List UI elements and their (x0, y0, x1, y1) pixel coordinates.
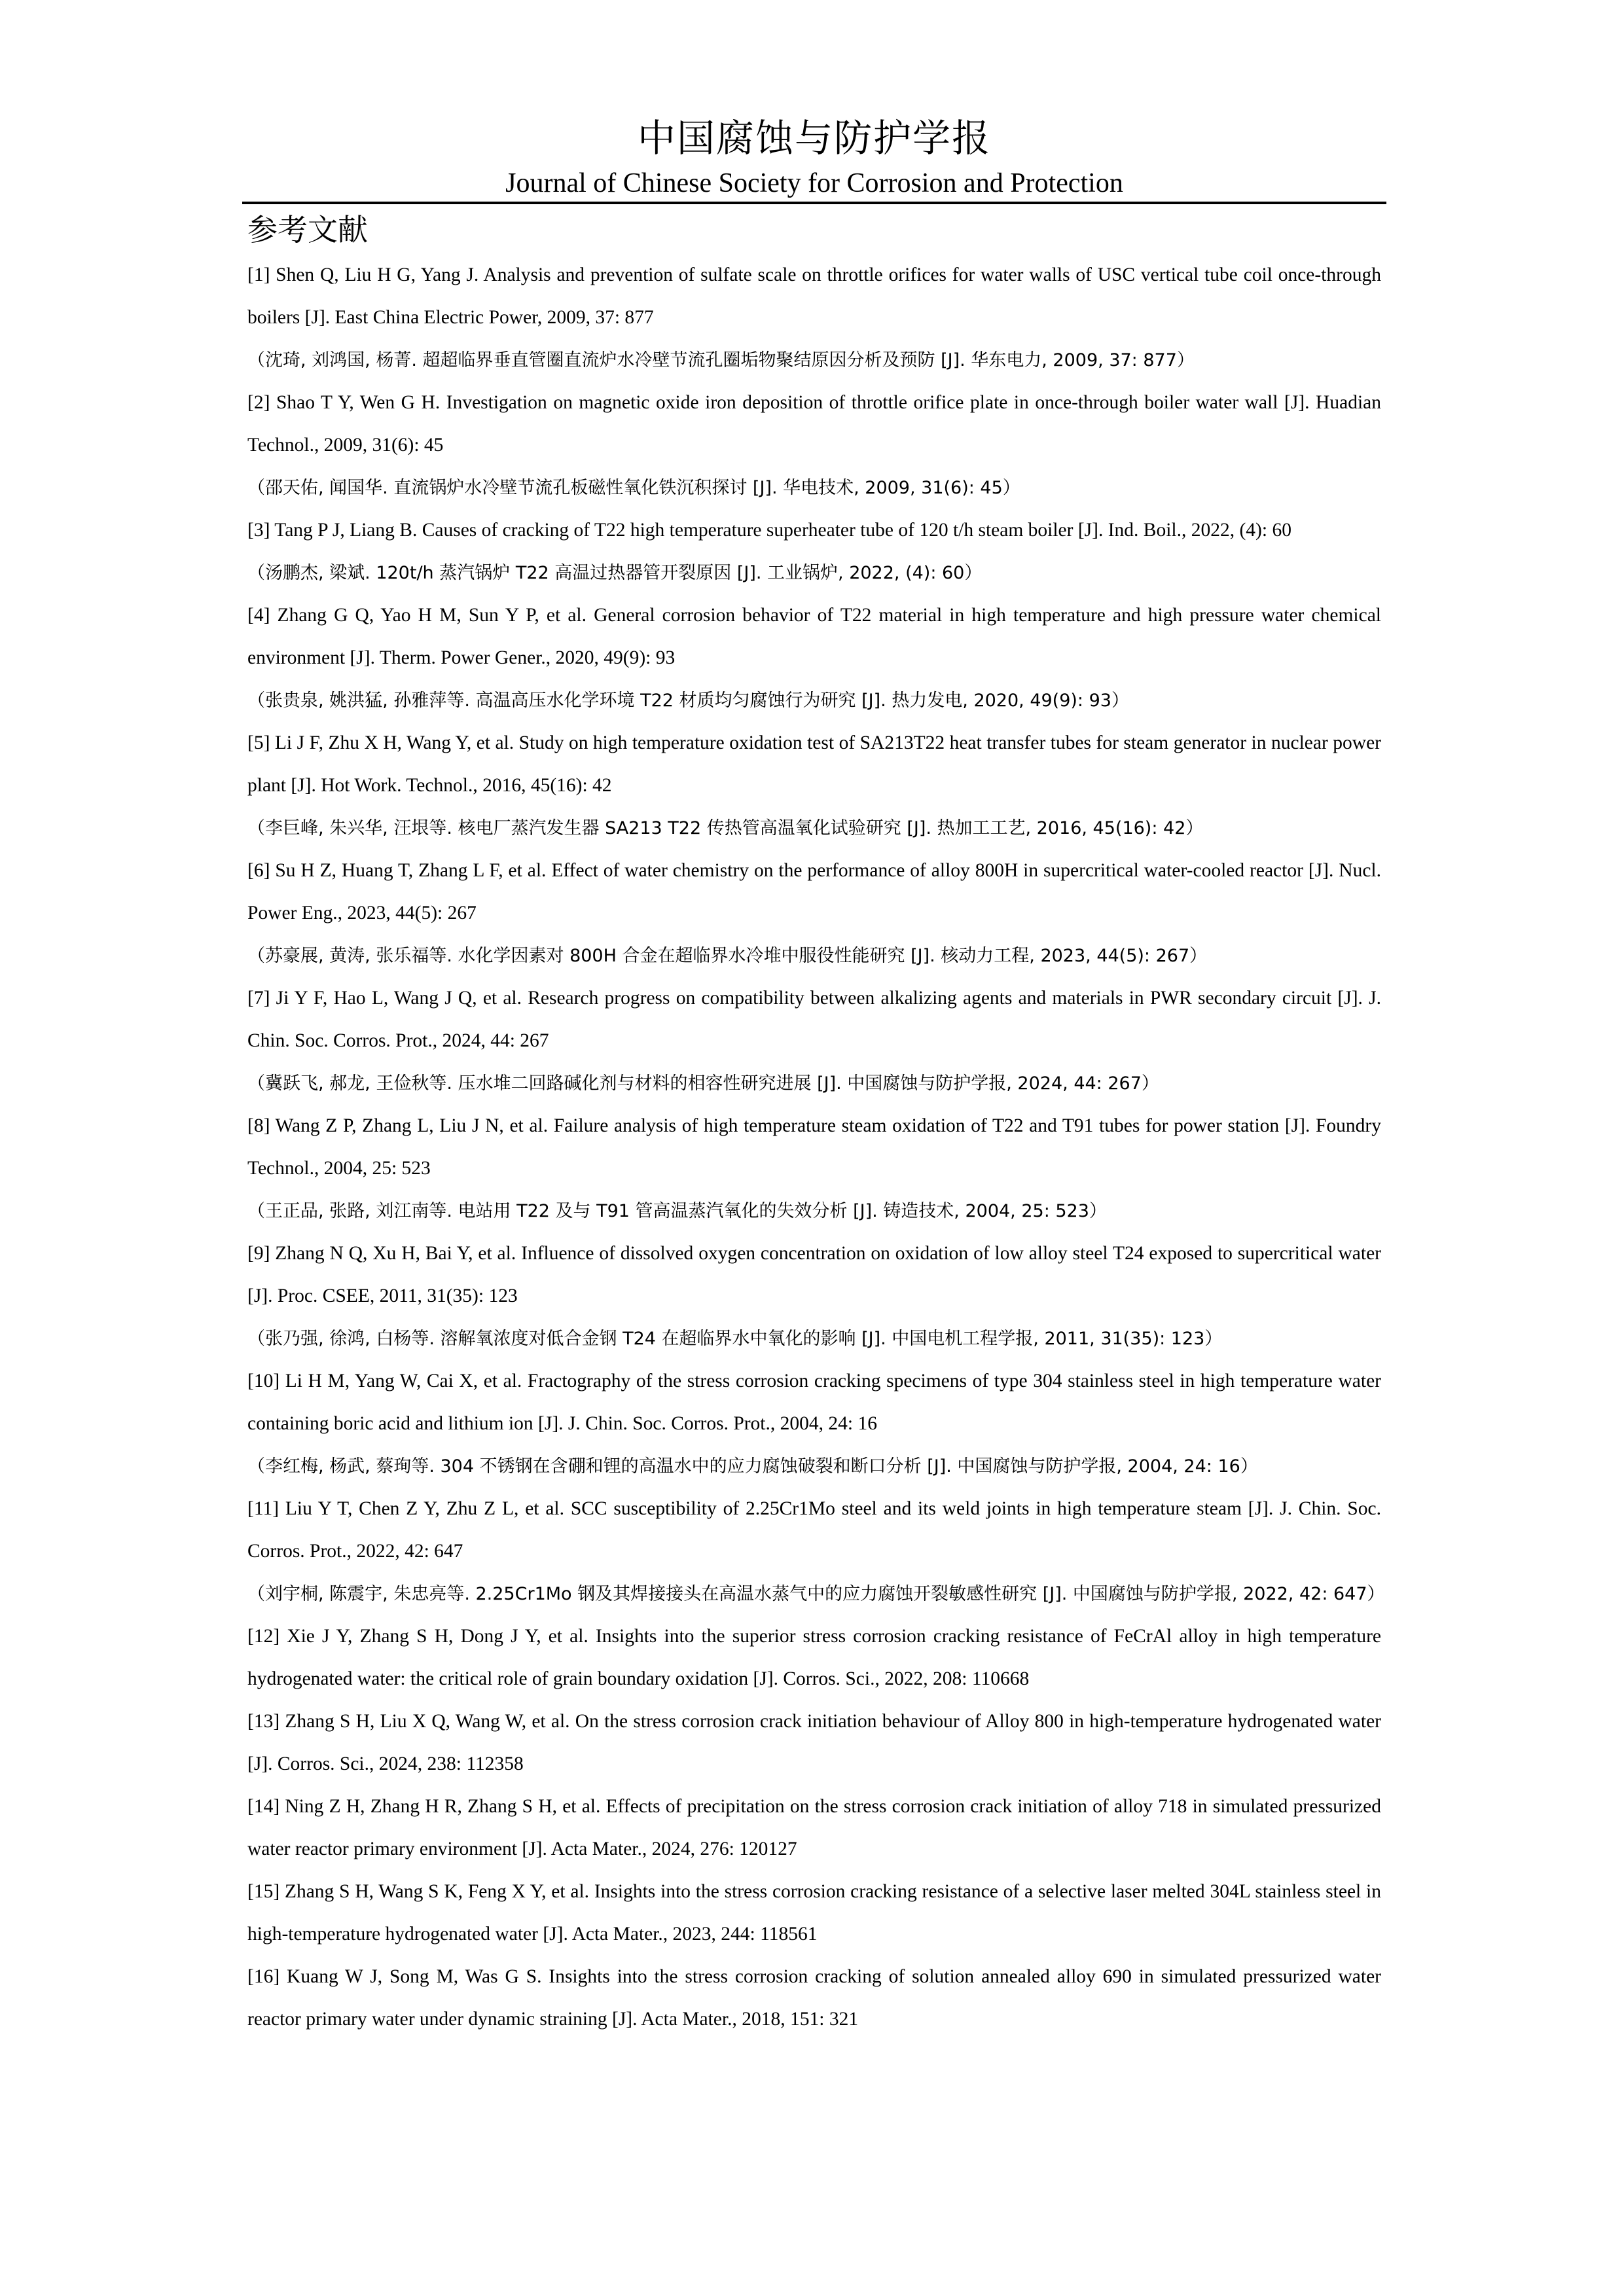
reference-entry: [5] Li J F, Zhu X H, Wang Y, et al. Study on high temperature oxidation test of SA213T22 heat transfer tubes for steam generator in nuclear power plant [J]. Hot Work. Technol., 2016, 45(16): 42 (247, 732, 1381, 796)
reference-entry-cn: （李红梅, 杨武, 蔡珣等. 304 不锈钢在含硼和锂的高温水中的应力腐蚀破裂和断口分析 [J]. 中国腐蚀与防护学报, 2004, 24: 16） (247, 1456, 1258, 1477)
reference-entry: [12] Xie J Y, Zhang S H, Dong J Y, et al. Insights into the superior stress corrosion cracking resistance of FeCrAl alloy in high temperature hydrogenated water: the critical role of grain boundary oxidation [J]. Corros. Sci., 2022, 208: 110668 (247, 1626, 1381, 1689)
reference-entry: [16] Kuang W J, Song M, Was G S. Insights into the stress corrosion cracking of solution annealed alloy 690 in simulated pressurized water reactor primary water under dynamic straining [J]. Acta Mater., 2018, 151: 321 (247, 1966, 1381, 2030)
reference-entry-cn: （刘宇桐, 陈震宇, 朱忠亮等. 2.25Cr1Mo 钢及其焊接接头在高温水蒸气中的应力腐蚀开裂敏感性研究 [J]. 中国腐蚀与防护学报, 2022, 42: 647） (247, 1584, 1385, 1604)
reference-entry: [2] Shao T Y, Wen G H. Investigation on magnetic oxide iron deposition of throttle orifice plate in once-through boiler water wall [J]. Huadian Technol., 2009, 31(6): 45 (247, 392, 1381, 456)
reference-entry: [10] Li H M, Yang W, Cai X, et al. Fractography of the stress corrosion cracking specimens of type 304 stainless steel in high temperature water containing boric acid and lithium ion [J]. J. Chin. Soc. Corros. Prot., 2004, 24: 16 (247, 1371, 1381, 1434)
reference-entry-cn: （王正品, 张路, 刘江南等. 电站用 T22 及与 T91 管高温蒸汽氧化的失效分析 [J]. 铸造技术, 2004, 25: 523） (247, 1201, 1107, 1221)
reference-list (247, 254, 1385, 2041)
reference-entry: [8] Wang Z P, Zhang L, Liu J N, et al. Failure analysis of high temperature steam oxidation of T22 and T91 tubes for power station [J]. Foundry Technol., 2004, 25: 523 (247, 1115, 1381, 1179)
reference-entry-cn: （冀跃飞, 郝龙, 王俭秋等. 压水堆二回路碱化剂与材料的相容性研究进展 [J]. 中国腐蚀与防护学报, 2024, 44: 267） (247, 1073, 1159, 1094)
reference-entry-cn: （张乃强, 徐鸿, 白杨等. 溶解氧浓度对低合金钢 T24 在超临界水中氧化的影响 [J]. 中国电机工程学报, 2011, 31(35): 123） (247, 1329, 1223, 1349)
reference-entry-cn: （李巨峰, 朱兴华, 汪垠等. 核电厂蒸汽发生器 SA213 T22 传热管高温氧化试验研究 [J]. 热加工工艺, 2016, 45(16): 42） (247, 818, 1204, 838)
reference-entry-cn: （汤鹏杰, 梁斌. 120t/h 蒸汽锅炉 T22 高温过热器管开裂原因 [J]. 工业锅炉, 2022, (4): 60） (247, 563, 983, 583)
references-heading: 参考文献 (247, 212, 368, 247)
reference-entry-cn: （张贵泉, 姚洪猛, 孙雅萍等. 高温高压水化学环境 T22 材质均匀腐蚀行为研究 [J]. 热力发电, 2020, 49(9): 93） (247, 691, 1129, 711)
reference-entry: [14] Ning Z H, Zhang H R, Zhang S H, et al. Effects of precipitation on the stress corrosion crack initiation of alloy 718 in simulated pressurized water reactor primary environment [J]. Acta Mater., 2024, 276: 120127 (247, 1796, 1381, 1859)
reference-entry: [13] Zhang S H, Liu X Q, Wang W, et al. On the stress corrosion crack initiation behaviour of Alloy 800 in high-temperature hydrogenated water [J]. Corros. Sci., 2024, 238: 112358 (247, 1711, 1381, 1774)
journal-title-cn: 中国腐蚀与防护学报 (637, 116, 991, 160)
journal-header (242, 113, 1386, 200)
reference-entry: [6] Su H Z, Huang T, Zhang L F, et al. Effect of water chemistry on the performance of alloy 800H in supercritical water-cooled reactor [J]. Nucl. Power Eng., 2023, 44(5): 267 (247, 860, 1381, 924)
reference-entry: [1] Shen Q, Liu H G, Yang J. Analysis and prevention of sulfate scale on throttle orifices for water walls of USC vertical tube coil once-through boilers [J]. East China Electric Power, 2009, 37: 877 (247, 264, 1381, 328)
reference-entry: [3] Tang P J, Liang B. Causes of cracking of T22 high temperature superheater tube of 120 t/h steam boiler [J]. Ind. Boil., 2022, (4): 60 (247, 520, 1291, 541)
reference-entry: [11] Liu Y T, Chen Z Y, Zhu Z L, et al. SCC susceptibility of 2.25Cr1Mo steel and its weld joints in high temperature steam [J]. J. Chin. Soc. Corros. Prot., 2022, 42: 647 (247, 1498, 1381, 1562)
reference-entry: [4] Zhang G Q, Yao H M, Sun Y P, et al. General corrosion behavior of T22 material in high temperature and high pressure water chemical environment [J]. Therm. Power Gener., 2020, 49(9): 93 (247, 605, 1381, 668)
reference-entry: [9] Zhang N Q, Xu H, Bai Y, et al. Influence of dissolved oxygen concentration on oxidation of low alloy steel T24 exposed to supercritical water [J]. Proc. CSEE, 2011, 31(35): 123 (247, 1243, 1381, 1306)
reference-entry-cn: （沈琦, 刘鸿国, 杨菁. 超超临界垂直管圈直流炉水冷壁节流孔圈垢物聚结原因分析及预防 [J]. 华东电力, 2009, 37: 877） (247, 350, 1195, 370)
journal-title-en: Journal of Chinese Society for Corrosion and Protection (505, 168, 1123, 198)
reference-entry: [15] Zhang S H, Wang S K, Feng X Y, et al. Insights into the stress corrosion cracking resistance of a selective laser melted 304L stainless steel in high-temperature hydrogenated water [J]. Acta Mater., 2023, 244: 118561 (247, 1881, 1381, 1945)
reference-entry-cn: （苏豪展, 黄涛, 张乐福等. 水化学因素对 800H 合金在超临界水冷堆中服役性能研究 [J]. 核动力工程, 2023, 44(5): 267） (247, 946, 1208, 966)
header-divider (242, 202, 1386, 204)
reference-entry: [7] Ji Y F, Hao L, Wang J Q, et al. Research progress on compatibility between alkalizing agents and materials in PWR secondary circuit [J]. J. Chin. Soc. Corros. Prot., 2024, 44: 267 (247, 988, 1381, 1051)
reference-entry-cn: （邵天佑, 闻国华. 直流锅炉水冷壁节流孔板磁性氧化铁沉积探讨 [J]. 华电技术, 2009, 31(6): 45） (247, 478, 1020, 498)
